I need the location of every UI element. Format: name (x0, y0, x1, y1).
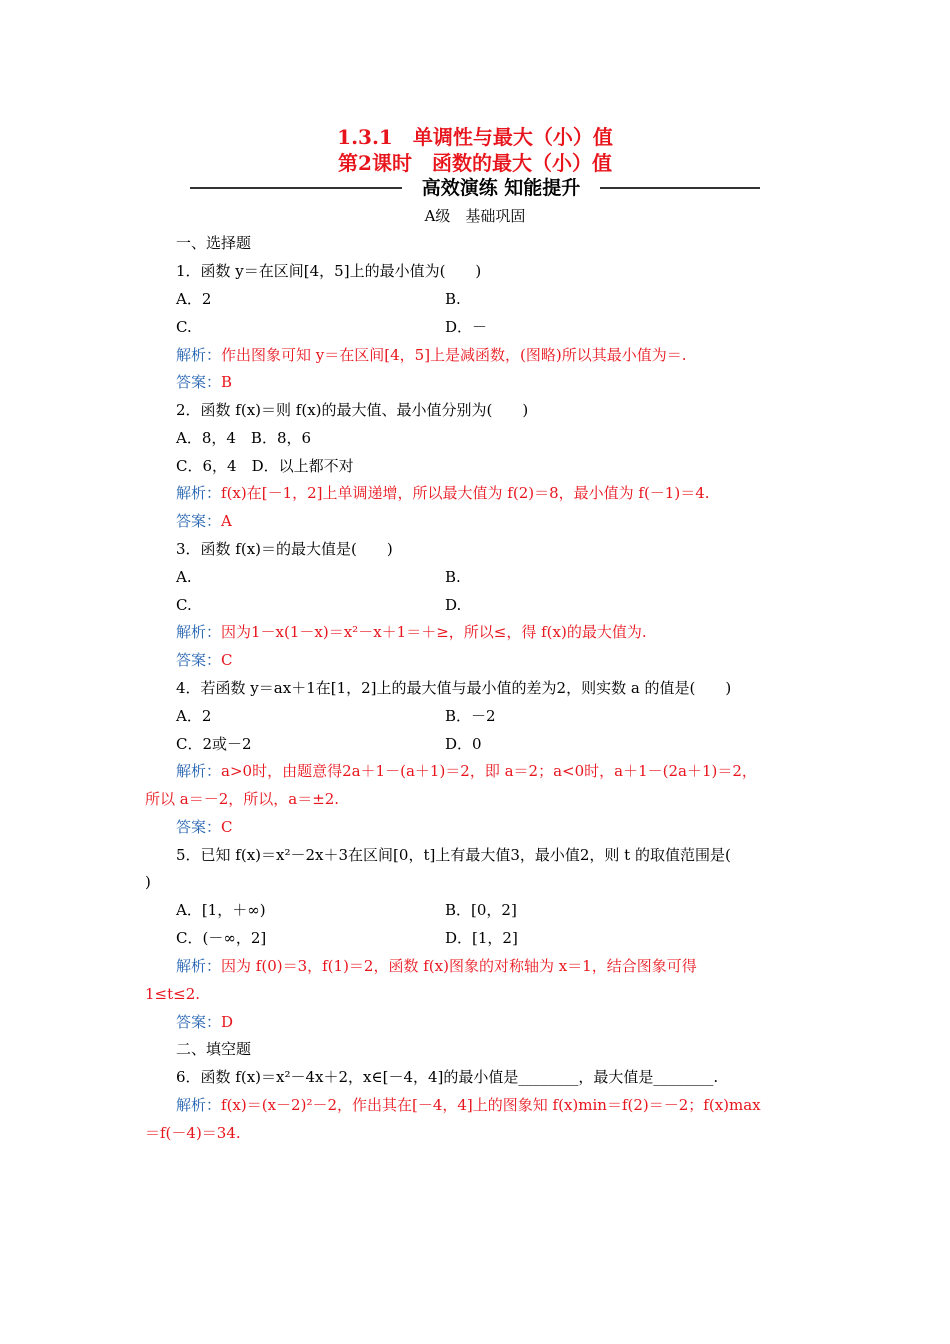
analysis-text: 因为 f(0)＝3，f(1)＝2，函数 f(x)图象的对称轴为 x＝1，结合图象可得 (221, 957, 697, 975)
q5-option-a: A．[1，＋∞) (176, 901, 266, 919)
q6-analysis-line1 (176, 1095, 761, 1115)
q3-option-b: B. (445, 568, 461, 586)
q3-analysis (176, 622, 647, 642)
answer-label: 答案： (176, 373, 222, 391)
q3-option-c: C. (176, 596, 192, 614)
q3-stem: 3．函数 f(x)＝的最大值是( ) (176, 540, 393, 558)
section-banner (190, 176, 760, 200)
analysis-label: 解析： (176, 762, 222, 780)
q2-stem: 2．函数 f(x)＝则 f(x)的最大值、最小值分别为( ) (176, 401, 529, 419)
page-title: 1.3.1 单调性与最大（小）值 (337, 125, 613, 149)
analysis-label: 解析： (176, 623, 222, 641)
q2-answer (176, 511, 232, 531)
q2-options-ab: A．8，4 B．8，6 (176, 429, 312, 447)
q3-option-a: A. (176, 568, 192, 586)
q1-analysis (176, 345, 687, 365)
answer-text: C (221, 651, 233, 669)
q5-option-c: C．(－∞，2] (176, 929, 267, 947)
answer-text: A (221, 512, 232, 530)
answer-text: C (221, 818, 233, 836)
q5-option-d: D．[1，2] (445, 929, 518, 947)
answer-label: 答案： (176, 651, 222, 669)
q3-option-d: D. (445, 596, 462, 614)
q4-analysis-line2: 所以 a＝－2，所以，a＝±2. (145, 790, 340, 808)
q1-answer (176, 372, 232, 392)
answer-text: B (221, 373, 233, 391)
answer-label: 答案： (176, 1013, 222, 1031)
q1-option-c: C. (176, 318, 192, 336)
q6-analysis-line2: ＝f(－4)＝34. (145, 1124, 241, 1142)
banner-text: 高效演练 知能提升 (421, 177, 581, 199)
q1-option-a: A．2 (176, 290, 212, 308)
section-heading-choice: 一、选择题 (176, 234, 252, 252)
q4-stem: 4．若函数 y＝ax＋1在[1，2]上的最大值与最小值的差为2，则实数 a 的值是( ) (176, 679, 732, 697)
q2-options-cd: C．6，4 D．以上都不对 (176, 457, 354, 475)
q6-stem: 6．函数 f(x)＝x²－4x＋2，x∈[－4，4]的最小值是________，最大值是________. (176, 1068, 719, 1086)
q5-analysis-line2: 1≤t≤2. (145, 985, 201, 1003)
q1-stem: 1．函数 y＝在区间[4，5]上的最小值为( ) (176, 262, 482, 280)
q5-option-b: B．[0，2] (445, 901, 517, 919)
q5-stem-line1: 5．已知 f(x)＝x²－2x＋3在区间[0，t]上有最大值3，最小值2，则 t 的取值范围是( (176, 846, 731, 864)
analysis-text: f(x)在[－1，2]上单调递增，所以最大值为 f(2)＝8，最小值为 f(－1)＝4. (221, 484, 710, 502)
banner-rule-left (190, 187, 402, 189)
q5-answer (176, 1012, 233, 1032)
q2-analysis (176, 483, 710, 503)
page-subtitle: 第2课时 函数的最大（小）值 (338, 151, 612, 175)
q5-analysis-line1 (176, 956, 697, 976)
analysis-text: 因为1－x(1－x)＝x²－x＋1＝＋≥，所以≤，得 f(x)的最大值为. (221, 623, 647, 641)
answer-text: D (221, 1013, 234, 1031)
banner-rule-right (600, 187, 760, 189)
q3-answer (176, 650, 233, 670)
analysis-text: 作出图象可知 y＝在区间[4，5]上是减函数，(图略)所以其最小值为＝. (221, 346, 687, 364)
q4-analysis-line1 (176, 761, 757, 781)
q5-stem-line2: ) (145, 873, 151, 891)
section-heading-fill: 二、填空题 (176, 1040, 252, 1058)
analysis-label: 解析： (176, 1096, 222, 1114)
q1-option-b: B. (445, 290, 461, 308)
level-heading: A级 基础巩固 (424, 207, 526, 225)
q4-answer (176, 817, 233, 837)
analysis-label: 解析： (176, 346, 222, 364)
q4-option-b: B．－2 (445, 707, 496, 725)
analysis-label: 解析： (176, 484, 222, 502)
analysis-text: a>0时，由题意得2a＋1－(a＋1)＝2，即 a＝2；a<0时，a＋1－(2a＋1)＝2， (221, 762, 757, 780)
q4-option-c: C．2或－2 (176, 735, 252, 753)
analysis-label: 解析： (176, 957, 222, 975)
answer-label: 答案： (176, 512, 222, 530)
answer-label: 答案： (176, 818, 222, 836)
analysis-text: f(x)＝(x－2)²－2，作出其在[－4，4]上的图象知 f(x)min＝f(2)＝－2；f(x)max (221, 1096, 761, 1114)
q4-option-a: A．2 (176, 707, 212, 725)
q1-option-d: D．－ (445, 318, 488, 336)
q4-option-d: D．0 (445, 735, 482, 753)
